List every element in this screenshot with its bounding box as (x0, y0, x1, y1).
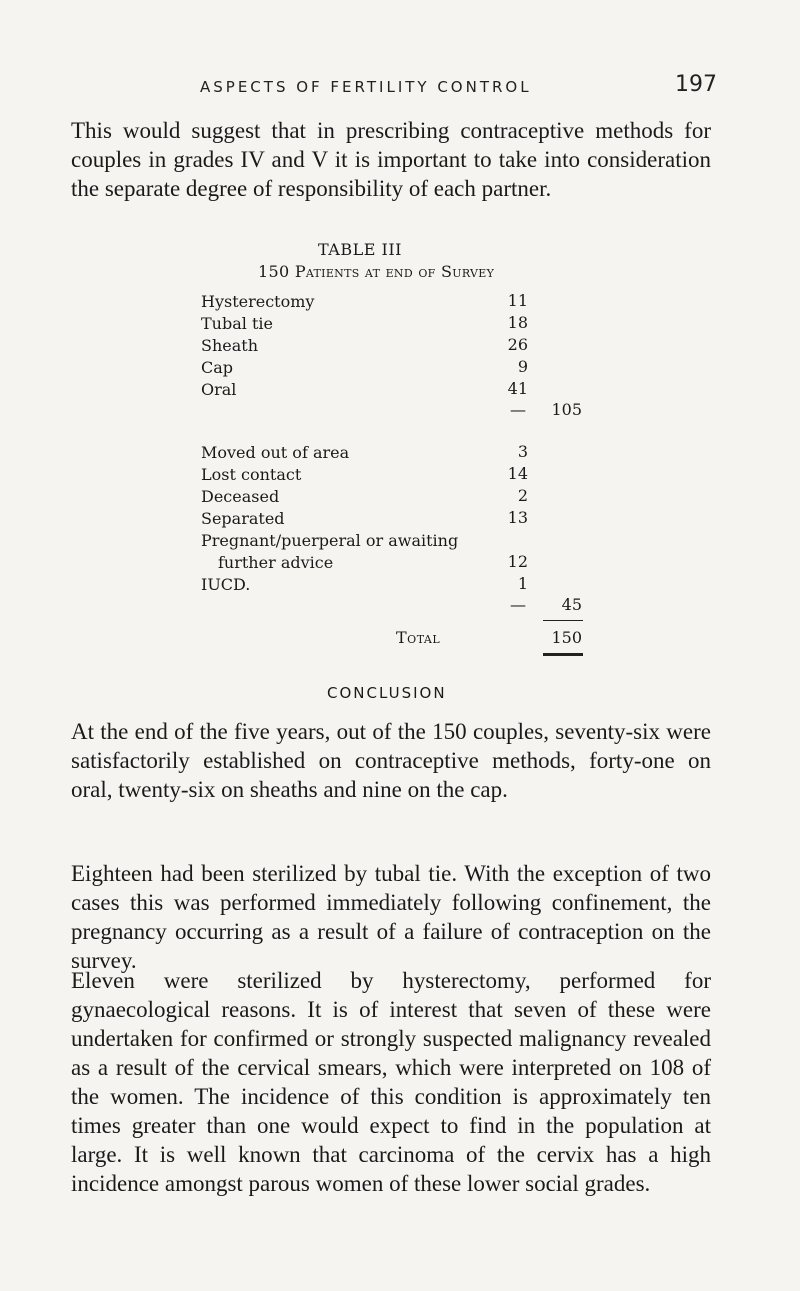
row-label: further advice (218, 553, 334, 572)
conclusion-paragraph: At the end of the five years, out of the 150 couples, seventy-six were satisfactorily established on contraceptive methods, forty-one on oral, twenty-six on sheaths and nine on the cap. (71, 719, 711, 802)
row-value: 41 (507, 379, 528, 398)
page-number: 197 (675, 72, 717, 97)
conclusion-heading: CONCLUSION (327, 684, 447, 702)
row-label: Pregnant/puerperal or awaiting (201, 531, 459, 550)
subtotal-value: 45 (561, 595, 582, 614)
total-rule-bottom (543, 653, 583, 656)
row-value: 18 (507, 313, 528, 332)
row-label: Deceased (201, 487, 280, 506)
row-value: 26 (507, 335, 528, 354)
row-value: 12 (507, 552, 528, 571)
row-value: 3 (517, 442, 528, 461)
row-label: Hysterectomy (201, 292, 315, 311)
subtotal-dash: — (510, 400, 526, 419)
row-label: IUCD. (201, 575, 251, 594)
subtotal-value: 105 (551, 400, 582, 419)
row-value: 9 (517, 357, 528, 376)
table-title: TABLE III (318, 240, 402, 259)
row-label: Cap (201, 358, 234, 377)
total-value: 150 (551, 628, 582, 647)
row-label: Sheath (201, 336, 259, 355)
intro-paragraph: This would suggest that in prescribing contraceptive methods for couples in grades IV and V it is important to take into consideration the separate degree of responsibility of each partner. (71, 118, 711, 201)
total-rule-top (543, 620, 583, 621)
row-value: 2 (517, 486, 528, 505)
row-label: Tubal tie (201, 314, 273, 333)
row-value: 1 (517, 574, 528, 593)
subtotal-dash: — (510, 595, 526, 614)
row-label: Moved out of area (201, 443, 350, 462)
total-label: Total (396, 628, 441, 647)
conclusion-paragraph: Eleven were sterilized by hysterectomy, performed for gynaecological reasons. It is of interest that seven of these were undertaken for confirmed or strongly suspected malignancy revealed as a result of the cervical smears, which were interpreted on 108 of the women. The incidence of this condition is approximately ten times greater than one would expect to find in the population at large. It is well known that carcinoma of the cervix has a high incidence amongst parous women of these lower social grades. (71, 968, 711, 1196)
row-value: 11 (507, 291, 528, 310)
row-label: Lost contact (201, 465, 302, 484)
row-value: 14 (507, 464, 528, 483)
row-label: Separated (201, 509, 285, 528)
table-caption: 150 Patients at end of Survey (258, 262, 495, 281)
running-head: ASPECTS OF FERTILITY CONTROL (200, 78, 532, 96)
row-label: Oral (201, 380, 237, 399)
conclusion-paragraph: Eighteen had been sterilized by tubal tie. With the exception of two cases this was performed immediately following confinement, the pregnancy occurring as a result of a failure of contraception on the survey. (71, 861, 711, 973)
row-value: 13 (507, 508, 528, 527)
